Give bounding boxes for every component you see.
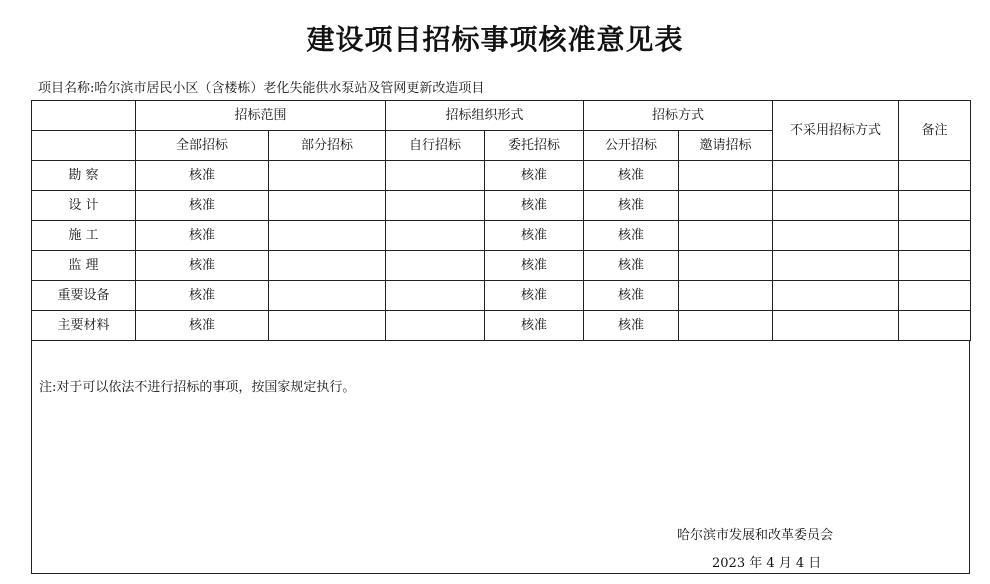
cell-entrusted: 核准 bbox=[485, 311, 584, 341]
not-adopted-header: 不采用招标方式 bbox=[773, 101, 899, 161]
table-row bbox=[32, 191, 971, 221]
table-row bbox=[32, 311, 971, 341]
cell-partial bbox=[269, 281, 386, 311]
note-text: 注:对于可以依法不进行招标的事项，按国家规定执行。 bbox=[39, 380, 356, 395]
cell-full: 核准 bbox=[136, 161, 269, 191]
table-row bbox=[32, 251, 971, 281]
cell-partial bbox=[269, 161, 386, 191]
cell-entrusted: 核准 bbox=[485, 161, 584, 191]
partial-tender-header: 部分招标 bbox=[269, 131, 386, 161]
entrusted-tender-header: 委托招标 bbox=[485, 131, 584, 161]
cell-entrusted: 核准 bbox=[485, 191, 584, 221]
cell-full: 核准 bbox=[136, 221, 269, 251]
cell-full: 核准 bbox=[136, 191, 269, 221]
row-item: 监 理 bbox=[32, 251, 136, 281]
cell-public: 核准 bbox=[584, 281, 679, 311]
cell-not-adopted bbox=[773, 191, 899, 221]
row-item: 勘 察 bbox=[32, 161, 136, 191]
cell-self bbox=[386, 161, 485, 191]
row-item: 主要材料 bbox=[32, 311, 136, 341]
cell-partial bbox=[269, 221, 386, 251]
cell-not-adopted bbox=[773, 311, 899, 341]
cell-self bbox=[386, 191, 485, 221]
invited-tender-header: 邀请招标 bbox=[679, 131, 773, 161]
cell-invited bbox=[679, 311, 773, 341]
cell-invited bbox=[679, 251, 773, 281]
cell-self bbox=[386, 311, 485, 341]
cell-public: 核准 bbox=[584, 251, 679, 281]
cell-invited bbox=[679, 221, 773, 251]
cell-entrusted: 核准 bbox=[485, 221, 584, 251]
row-item: 设 计 bbox=[32, 191, 136, 221]
full-tender-header: 全部招标 bbox=[136, 131, 269, 161]
row-item: 施 工 bbox=[32, 221, 136, 251]
cell-full: 核准 bbox=[136, 251, 269, 281]
cell-not-adopted bbox=[773, 221, 899, 251]
self-tender-header: 自行招标 bbox=[386, 131, 485, 161]
issuer-name: 哈尔滨市发展和改革委员会 bbox=[677, 528, 834, 543]
cell-self bbox=[386, 251, 485, 281]
cell-public: 核准 bbox=[584, 161, 679, 191]
group-header-row bbox=[32, 101, 971, 131]
document-title: 建设项目招标事项核准意见表 bbox=[306, 23, 684, 56]
table-row bbox=[32, 221, 971, 251]
approval-table bbox=[31, 100, 971, 341]
cell-not-adopted bbox=[773, 161, 899, 191]
cell-remarks bbox=[899, 191, 971, 221]
cell-invited bbox=[679, 161, 773, 191]
cell-entrusted: 核准 bbox=[485, 251, 584, 281]
cell-remarks bbox=[899, 251, 971, 281]
note-section bbox=[31, 340, 970, 574]
cell-self bbox=[386, 221, 485, 251]
scope-header: 招标范围 bbox=[136, 101, 386, 131]
cell-partial bbox=[269, 191, 386, 221]
organization-header: 招标组织形式 bbox=[386, 101, 584, 131]
cell-public: 核准 bbox=[584, 311, 679, 341]
cell-public: 核准 bbox=[584, 221, 679, 251]
public-tender-header: 公开招标 bbox=[584, 131, 679, 161]
method-header: 招标方式 bbox=[584, 101, 773, 131]
table-row bbox=[32, 161, 971, 191]
cell-entrusted: 核准 bbox=[485, 281, 584, 311]
cell-invited bbox=[679, 191, 773, 221]
item-subheader-cell bbox=[32, 131, 136, 161]
cell-partial bbox=[269, 311, 386, 341]
remarks-header: 备注 bbox=[899, 101, 971, 161]
issue-date: 2023 年 4 月 4 日 bbox=[712, 556, 822, 571]
cell-remarks bbox=[899, 161, 971, 191]
cell-not-adopted bbox=[773, 281, 899, 311]
cell-partial bbox=[269, 251, 386, 281]
project-name-line: 项目名称:哈尔滨市居民小区（含楼栋）老化失能供水泵站及管网更新改造项目 bbox=[38, 81, 485, 96]
item-header-cell bbox=[32, 101, 136, 131]
cell-full: 核准 bbox=[136, 311, 269, 341]
table-row bbox=[32, 281, 971, 311]
cell-remarks bbox=[899, 281, 971, 311]
cell-remarks bbox=[899, 311, 971, 341]
row-item: 重要设备 bbox=[32, 281, 136, 311]
cell-public: 核准 bbox=[584, 191, 679, 221]
cell-not-adopted bbox=[773, 251, 899, 281]
cell-remarks bbox=[899, 221, 971, 251]
cell-full: 核准 bbox=[136, 281, 269, 311]
cell-self bbox=[386, 281, 485, 311]
cell-invited bbox=[679, 281, 773, 311]
